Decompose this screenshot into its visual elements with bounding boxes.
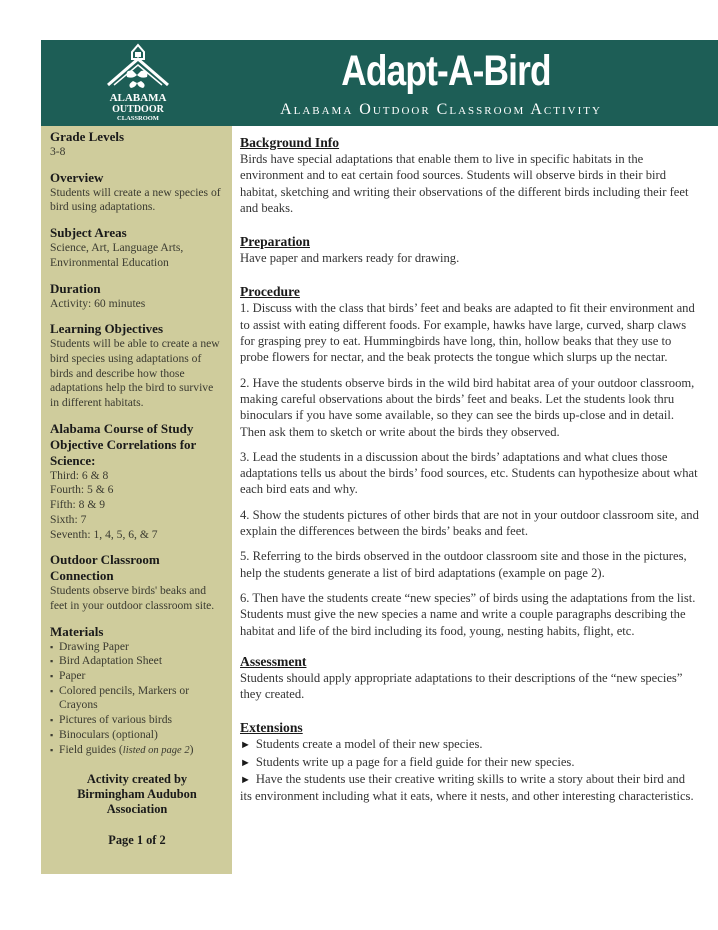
extensions-section <box>240 719 700 804</box>
procedure-step: 6. Then have the students create “new species” of birds using the adaptations from the list. Students must give the new species a name and write a couple paragraphs describing the habitat and life of the bird including its food, young, nesting habits, flight, etc. <box>240 590 696 638</box>
page-title: Adapt-A-Bird <box>341 47 551 95</box>
preparation-text: Have paper and markers ready for drawing. <box>240 251 460 266</box>
svg-text:OUTDOOR: OUTDOOR <box>112 104 164 115</box>
grade-levels-heading: Grade Levels <box>50 129 125 144</box>
grade-levels-text: 3-8 <box>50 145 66 158</box>
materials-item: ▪ Colored pencils, Markers or Crayons <box>50 684 224 713</box>
procedure-step: 3. Lead the students in a discussion about the birds’ adaptations and what clues those adaptations tells us about the birds’ food sources, etc. Students can hypothesize about what each bird eats and why. <box>240 449 698 497</box>
background-text: Birds have special adaptations that enable them to live in specific habitats in the environment and to eat certain food sources. Students will observe birds in their bird habitat, sketching and writing their observations of the different birds including their feet and beaks. <box>240 152 689 215</box>
outdoor-connection-heading: Outdoor Classroom Connection <box>50 552 160 584</box>
materials-item-label: Field guides <box>59 742 119 756</box>
subject-areas-heading: Subject Areas <box>50 225 127 241</box>
activity-credit <box>50 772 224 817</box>
credit-line: Birmingham Audubon <box>77 787 197 802</box>
learning-objectives-heading: Learning Objectives <box>50 321 164 337</box>
materials-item: ▪ Bird Adaptation Sheet <box>50 654 224 669</box>
preparation-section <box>240 233 700 266</box>
procedure-step: 4. Show the students pictures of other birds that are not in your outdoor classroom site, and explain the differences between the birds’ beaks and feet. <box>240 507 699 539</box>
course-of-study-section <box>50 421 224 543</box>
materials-item-note: listed on page 2 <box>122 744 190 756</box>
learning-objectives-text: Students will be able to create a new bird species using adaptations of birds and describe how those adaptations help the bird to survive in different habitats. <box>50 337 220 410</box>
credit-line: Association <box>106 802 168 817</box>
extension-text: Students create a model of their new species. <box>255 737 483 752</box>
assessment-heading: Assessment <box>240 653 307 669</box>
alabama-outdoor-classroom-logo <box>103 43 173 123</box>
page-header <box>41 40 718 126</box>
overview-heading: Overview <box>50 169 104 185</box>
outdoor-connection-text: Students observe birds' beaks and feet in your outdoor classroom site. <box>50 584 215 612</box>
materials-item: ▪ Pictures of various birds <box>50 713 224 728</box>
correlation-item: Third: 6 & 8 <box>50 468 109 482</box>
materials-section <box>50 624 224 759</box>
assessment-text: Students should apply appropriate adaptations to their descriptions of the “new species” they created. <box>240 670 683 702</box>
procedure-step: 2. Have the students observe birds in the wild bird habitat area of your outdoor classroom, making careful observations about the birds’ feet and beaks. Let the students look thru binoculars if you have some available, so they can see the birds up-close and in detail. Then ask them to sketch or write about the birds they observed. <box>240 375 695 439</box>
correlation-item: Seventh: 1, 4, 5, 6, & 7 <box>50 527 158 541</box>
procedure-heading: Procedure <box>240 284 300 300</box>
subject-areas-section <box>50 225 224 270</box>
materials-item: ▪ Field guides (listed on page 2) <box>50 743 224 759</box>
duration-section <box>50 281 224 312</box>
procedure-section <box>240 283 700 638</box>
extension-text: Have the students use their creative writing skills to write a story about their bird and its environment including what it eats, where it nests, and other interesting characteristics. <box>240 772 694 804</box>
schoolhouse-icon <box>103 43 173 123</box>
procedure-step: 1. Discuss with the class that birds’ feet and beaks are adapted to fit their environment and to assist with eating different foods. For example, hawks have large, curved, sharp claws for grasping prey to eat. Hummingbirds have long, thin, hollow beaks that they use to probe flowers for nectar, and the beak protects the tongue which slurps up the nectar. <box>240 301 695 365</box>
background-heading: Background Info <box>240 135 340 150</box>
outdoor-connection-section <box>50 552 224 613</box>
page-subtitle: Alabama Outdoor Classroom Activity <box>280 101 602 118</box>
preparation-heading: Preparation <box>240 234 310 250</box>
duration-heading: Duration <box>50 280 101 296</box>
overview-text: Students will create a new species of bird using adaptations. <box>50 185 221 214</box>
subject-areas-text: Science, Art, Language Arts, Environmental Education <box>50 241 184 269</box>
extension-item <box>240 754 700 771</box>
correlation-item: Sixth: 7 <box>50 512 87 526</box>
background-section <box>240 134 700 216</box>
main-content <box>240 134 700 822</box>
learning-objectives-section <box>50 321 224 411</box>
assessment-section <box>240 653 700 703</box>
extension-item <box>240 736 700 753</box>
correlation-item: Fourth: 5 & 6 <box>50 483 114 497</box>
extension-item <box>240 771 700 805</box>
svg-text:ALABAMA: ALABAMA <box>109 92 167 104</box>
course-of-study-heading: Alabama Course of Study Objective Correlations for Science: <box>50 420 197 468</box>
materials-item: ▪ Binoculars (optional) <box>50 728 224 743</box>
svg-text:CLASSROOM: CLASSROOM <box>117 115 159 122</box>
sidebar <box>41 126 232 874</box>
grade-levels-section <box>50 129 224 160</box>
materials-item: ▪ Drawing Paper <box>50 640 224 655</box>
page-number: Page 1 of 2 <box>108 833 166 848</box>
materials-list <box>50 640 224 759</box>
credit-line: Activity created by <box>86 772 188 787</box>
materials-heading: Materials <box>50 623 104 639</box>
duration-text: Activity: 60 minutes <box>50 296 146 310</box>
procedure-step: 5. Referring to the birds observed in the outdoor classroom site and those in the pictures, help the students generate a list of bird adaptations (example on page 2). <box>240 549 687 580</box>
correlation-item: Fifth: 8 & 9 <box>50 498 106 512</box>
extension-text: Students write up a page for a field guide for their new species. <box>255 754 575 769</box>
extensions-heading: Extensions <box>240 720 303 736</box>
materials-item: ▪ Paper <box>50 669 224 684</box>
overview-section <box>50 170 224 215</box>
